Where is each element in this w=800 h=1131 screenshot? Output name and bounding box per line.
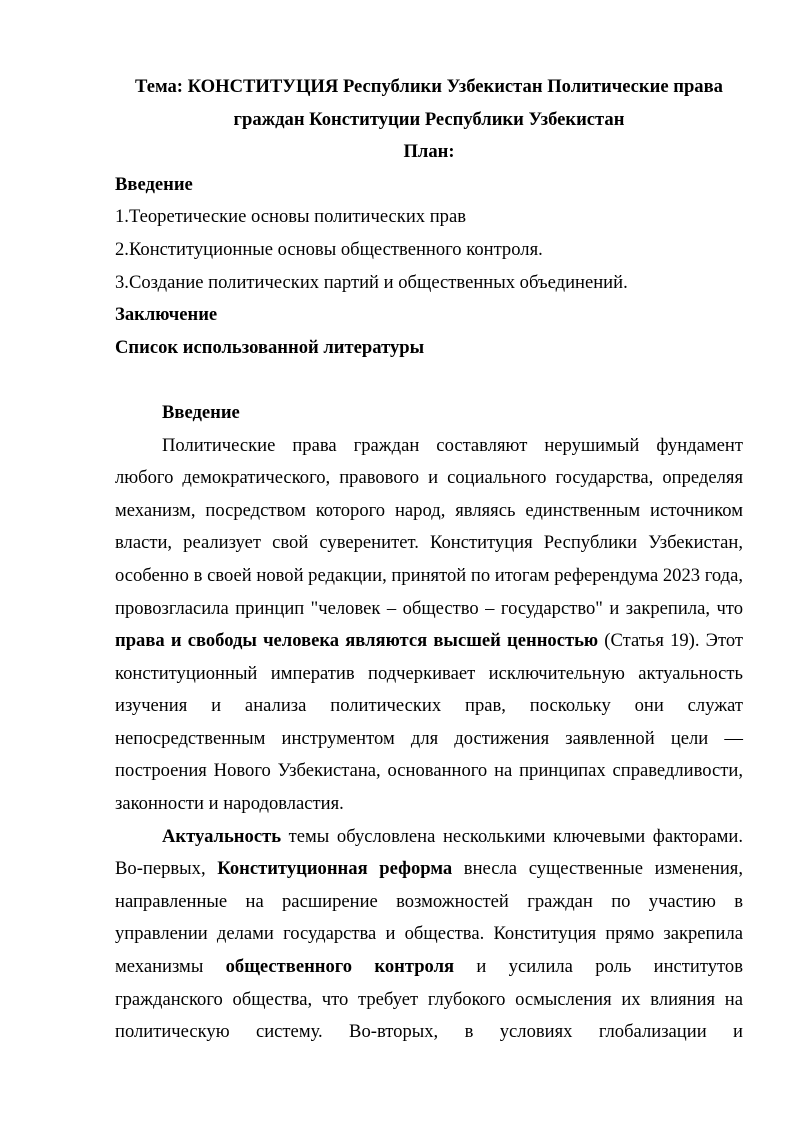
plan-conclusion: Заключение [115,304,218,326]
paragraph-2-bold-relevance: Актуальность [162,825,282,847]
document-title-line-2: граждан Конституции Республики Узбекистан [233,108,625,130]
paragraph-1-text-b: (Статья 19). Этот конституционный императив подчеркивает исключительную актуальность изучения и анализа политических прав, поскольку они служат непосредственным инструментом для достижения заявленной цели — построения Нового Узбекистана, основанного на принципах справедливости, законности и народовластия. [115,630,743,815]
intro-paragraph-1 [115,430,743,821]
intro-heading: Введение [162,401,240,423]
plan-item-3: 3.Создание политических партий и общественных объединений. [115,271,628,293]
plan-heading: План: [403,141,455,163]
paragraph-2-text-a: темы обусловлена несколькими ключевыми факторами. Во-первых, [115,825,743,880]
document-title-line-1: Тема: КОНСТИТУЦИЯ Республики Узбекистан Политические права [135,76,723,97]
paragraph-1-bold-phrase: права и свободы человека являются высшей ценностью [115,630,599,652]
plan-item-2: 2.Конституционные основы общественного контроля. [115,238,543,260]
blank-line [115,364,743,397]
paragraph-2-bold-reform: Конституционная реформа [217,858,453,880]
paragraph-1-text-a: Политические права граждан составляют нерушимый фундамент любого демократического, правового и социального государства, определяя механизм, посредством которого народ, являясь единственным источником власти, реализует свой суверенитет. Конституция Республики Узбекистан, особенно в своей новой редакции, принятой по итогам референдума 2023 года, провозгласила принцип "человек – общество – государство" и закрепила, что [115,434,743,619]
intro-paragraph-2 [115,821,743,1049]
paragraph-2-text-b: внесла существенные изменения, направленные на расширение возможностей граждан по участию в управлении делами государства и общества. Конституция прямо закрепила механизмы [115,858,743,978]
paragraph-2-bold-control: общественного контроля [225,956,455,978]
document-body [115,71,743,1049]
plan-references: Список использованной литературы [115,336,425,358]
paragraph-2-text-c: и усилила роль институтов гражданского общества, что требует глубокого осмысления их влияния на политическую систему. Во-вторых, в условиях глобализации и [115,956,744,1043]
plan-item-1: 1.Теоретические основы политических прав [115,206,466,228]
plan-intro: Введение [115,173,193,195]
